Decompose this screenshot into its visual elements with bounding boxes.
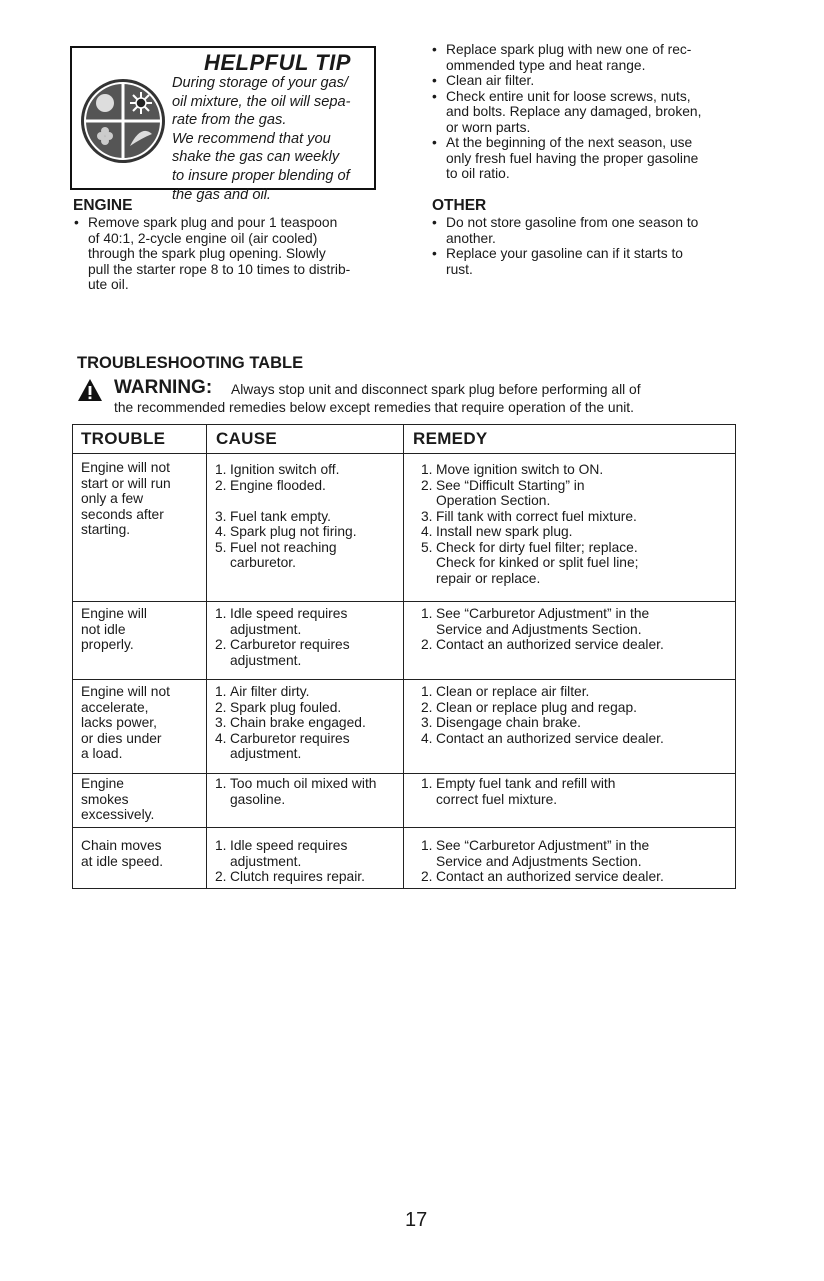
page-number: 17 [405, 1209, 428, 1231]
tip-title: HELPFUL TIP [204, 50, 351, 75]
table-row-remedy: 1. Clean or replace air filter. 2. Clean or replace plug and regap. 3. Disengage chain brake. 4. Contact an authorized service dealer. [421, 684, 664, 746]
list-item: • Remove spark plug and pour 1 teaspoon of 40:1, 2-cycle engine oil (air cooled) through the spark plug opening. Slowly pull the starter rope 8 to 10 times to distrib- ute oil. [74, 215, 350, 293]
troubleshooting-title: TROUBLESHOOTING TABLE [77, 354, 304, 372]
tip-text: During storage of your gas/ oil mixture, the oil will sepa- rate from the gas. We recommend that you shake the gas can weekly to insure proper blending of the gas and oil. [172, 75, 351, 203]
other-bullets [432, 215, 698, 277]
table-row-cause: 1. Too much oil mixed with gasoline. [215, 776, 377, 807]
helpful-tip-box [70, 46, 376, 203]
warning-text-continued: the recommended remedies below except remedies that require operation of the unit. [114, 400, 634, 415]
row-divider [73, 601, 735, 602]
list-item: • Clean air filter. [432, 73, 701, 89]
list-item: • Replace spark plug with new one of rec- ommended type and heat range. [432, 42, 701, 73]
seasons-emblem-icon [78, 76, 168, 166]
table-row-trouble: Engine will not accelerate, lacks power, or dies under a load. [81, 684, 170, 761]
other-heading: OTHER [432, 197, 487, 214]
table-row-cause: 1. Idle speed requires adjustment. 2. Carburetor requires adjustment. [215, 606, 350, 668]
engine-heading: ENGINE [73, 197, 133, 214]
row-divider [73, 827, 735, 828]
storage-bullets [432, 42, 701, 182]
table-row-trouble: Engine will not start or will run only a few seconds after starting. [81, 460, 171, 537]
table-row-cause: 1. Air filter dirty. 2. Spark plug fouled. 3. Chain brake engaged. 4. Carburetor requires adjustment. [215, 684, 366, 761]
list-item: • At the beginning of the next season, use only fresh fuel having the proper gasoline to oil ratio. [432, 135, 701, 182]
troubleshooting-table [72, 424, 736, 889]
warning-triangle-icon [77, 378, 103, 402]
engine-bullets [74, 215, 350, 293]
column-divider [403, 425, 404, 888]
header-trouble: TROUBLE [81, 429, 166, 448]
row-divider [73, 773, 735, 774]
warning-text: Always stop unit and disconnect spark plug before performing all of [231, 382, 641, 397]
table-row-cause: 1. Idle speed requires adjustment. 2. Clutch requires repair. [215, 838, 365, 884]
list-item: • Replace your gasoline can if it starts to rust. [432, 246, 698, 277]
list-item: • Check entire unit for loose screws, nuts, and bolts. Replace any damaged, broken, or worn parts. [432, 89, 701, 136]
table-row-trouble: Chain moves at idle speed. [81, 838, 164, 869]
table-row-cause: 1. Ignition switch off. 2. Engine flooded. 3. Fuel tank empty. 4. Spark plug not firing. 5. Fuel not reaching carburetor. [215, 462, 357, 570]
list-item: • Do not store gasoline from one season to another. [432, 215, 698, 246]
table-row-trouble: Engine will not idle properly. [81, 606, 147, 652]
table-row-remedy: 1. See “Carburetor Adjustment” in the Service and Adjustments Section. 2. Contact an authorized service dealer. [421, 606, 664, 652]
header-cause: CAUSE [216, 429, 278, 448]
header-remedy: REMEDY [413, 429, 488, 448]
table-row-remedy: 1. Move ignition switch to ON. 2. See “Difficult Starting” in Operation Section. 3. Fill tank with correct fuel mixture. 4. Install new spark plug. 5. Check for dirty fuel filter; replace. Check for kinked or split fuel line; repair or replace. [421, 462, 639, 586]
column-divider [206, 425, 207, 888]
warning-label: WARNING: [114, 377, 213, 398]
table-row-remedy: 1. Empty fuel tank and refill with correct fuel mixture. [421, 776, 616, 807]
table-row-remedy: 1. See “Carburetor Adjustment” in the Service and Adjustments Section. 2. Contact an authorized service dealer. [421, 838, 664, 884]
table-row-trouble: Engine smokes excessively. [81, 776, 155, 822]
table-header [73, 425, 735, 454]
row-divider [73, 679, 735, 680]
